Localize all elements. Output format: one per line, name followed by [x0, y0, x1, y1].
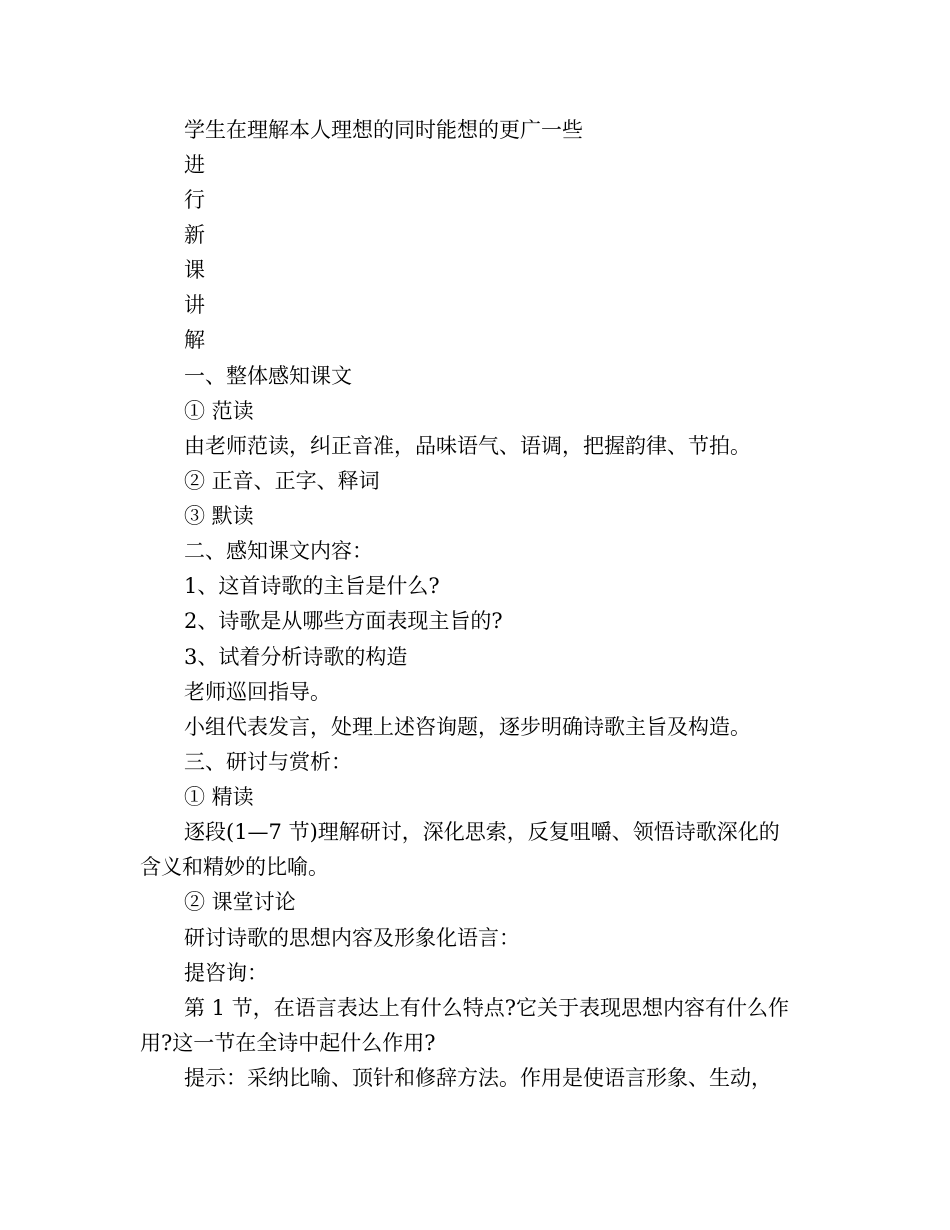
section-heading: 二、感知课文内容：: [184, 539, 373, 563]
text-line: 新: [184, 223, 205, 247]
text-line: 逐段(1—7 节)理解研讨，深化思索，反复咀嚼、领悟诗歌深化的: [184, 820, 780, 844]
text-line: 进: [184, 153, 205, 177]
text-line: 提示：采纳比喻、顶针和修辞方法。作用是使语言形象、生动，: [184, 1066, 772, 1090]
text-line: 课: [184, 258, 205, 282]
text-line: 由老师范读，纠正音准，品味语气、语调，把握韵律、节拍。: [184, 434, 751, 458]
text-line: 解: [184, 328, 205, 352]
text-line: ② 正音、正字、释词: [184, 469, 380, 493]
text-line: 小组代表发言，处理上述咨询题，逐步明确诗歌主旨及构造。: [184, 715, 751, 739]
text-line: 研讨诗歌的思想内容及形象化语言：: [184, 926, 520, 950]
text-line: 1、这首诗歌的主旨是什么?: [184, 574, 440, 598]
text-line: 学生在理解本人理想的同时能想的更广一些: [184, 118, 583, 142]
text-line: 3、试着分析诗歌的构造: [184, 645, 408, 669]
text-line: 用?这一节在全诗中起什么作用?: [140, 1031, 436, 1055]
text-line: ① 范读: [184, 399, 254, 423]
text-line: 第 1 节，在语言表达上有什么特点?它关于表现思想内容有什么作: [184, 996, 789, 1020]
section-heading: 一、整体感知课文: [184, 364, 352, 388]
text-line: 讲: [184, 293, 205, 317]
text-line: ② 课堂讨论: [184, 890, 296, 914]
text-line: 老师巡回指导。: [184, 680, 331, 704]
text-line: 含义和精妙的比喻。: [140, 855, 329, 879]
text-line: 行: [184, 188, 205, 212]
text-line: ① 精读: [184, 785, 254, 809]
text-line: 提咨询：: [184, 961, 268, 985]
text-line: 2、诗歌是从哪些方面表现主旨的?: [184, 609, 503, 633]
section-heading: 三、研讨与赏析：: [184, 750, 352, 774]
text-line: ③ 默读: [184, 504, 254, 528]
